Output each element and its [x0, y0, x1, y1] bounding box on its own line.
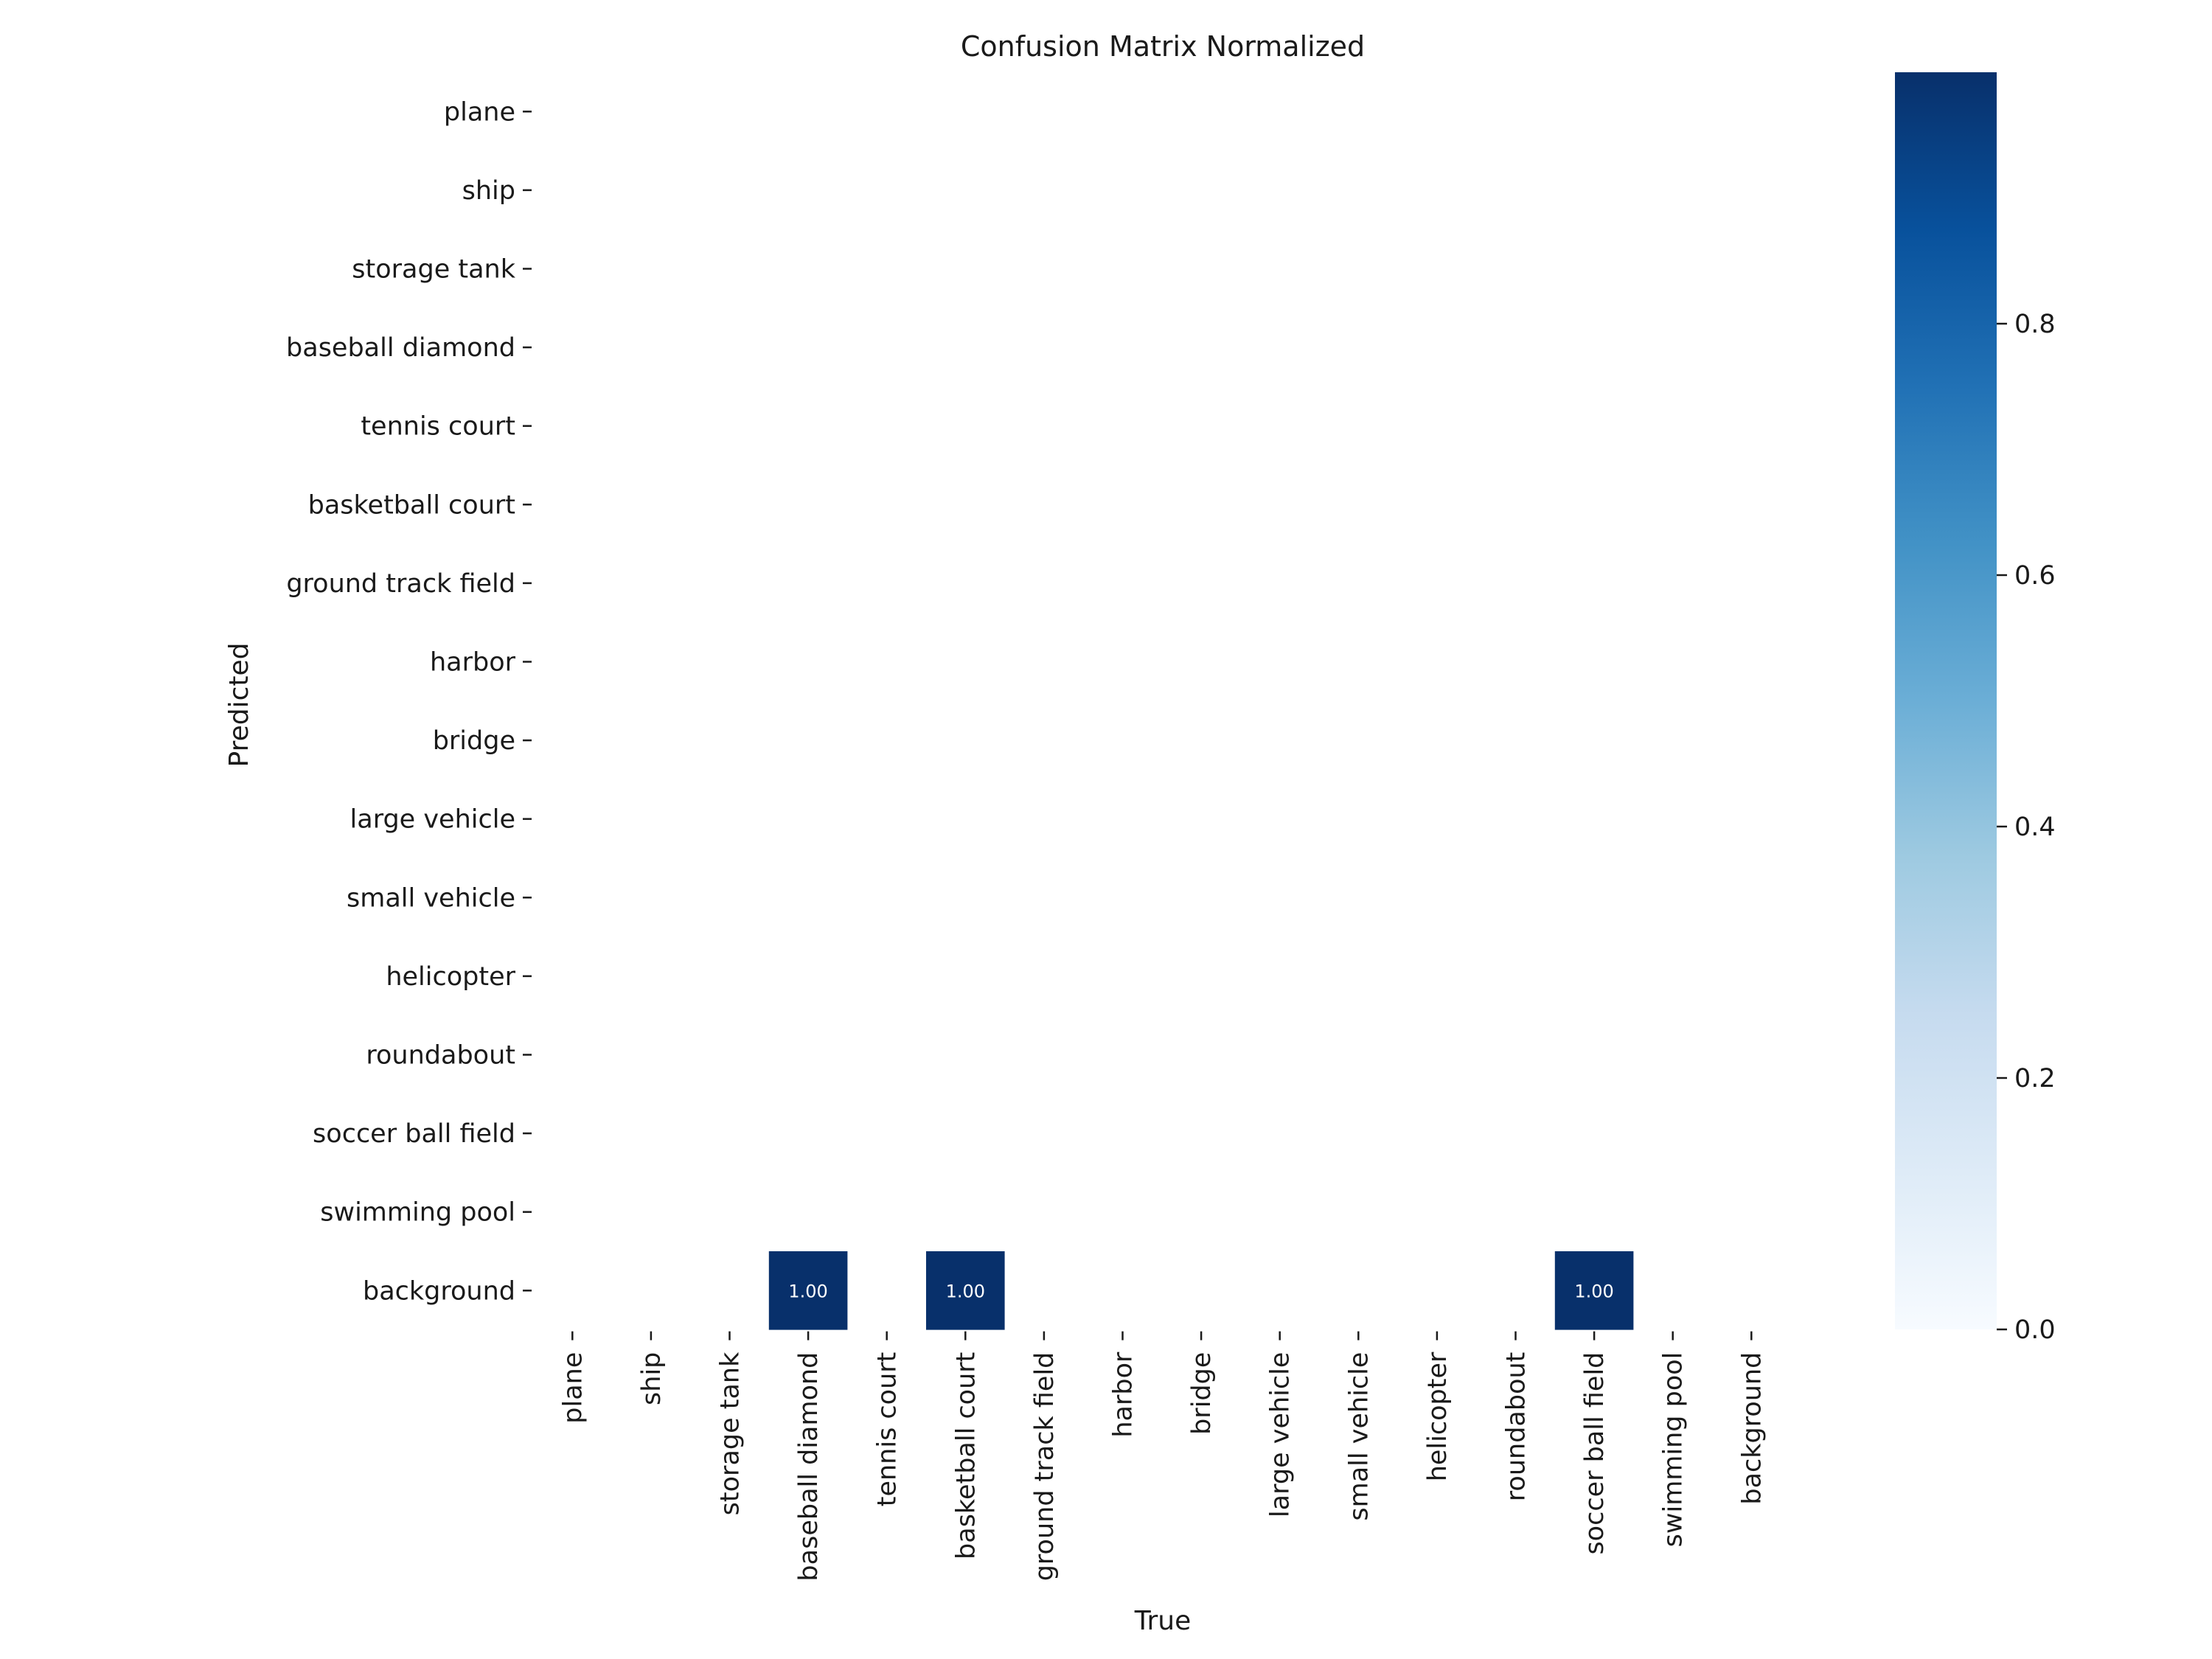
- x-tick-label-baseball-diamond: baseball diamond: [794, 1352, 824, 1582]
- cell-value-label: 1.00: [945, 1281, 986, 1302]
- y-tick-label-bridge: bridge: [432, 726, 515, 757]
- y-axis-ticks: [286, 97, 532, 1306]
- y-tick-label-harbor: harbor: [429, 647, 515, 678]
- x-tick-label-tennis-court: tennis court: [872, 1352, 902, 1507]
- colorbar-tick-label: 0.0: [2014, 1315, 2056, 1345]
- colorbar: [1895, 72, 1997, 1329]
- y-axis-label: Predicted: [224, 642, 254, 768]
- x-tick-label-large-vehicle: large vehicle: [1265, 1352, 1295, 1518]
- y-tick-label-helicopter: helicopter: [386, 961, 515, 992]
- x-tick-label-roundabout: roundabout: [1501, 1352, 1531, 1502]
- x-tick-label-swimming-pool: swimming pool: [1658, 1352, 1688, 1548]
- y-tick-label-soccer-ball-field: soccer ball field: [313, 1119, 515, 1150]
- y-tick-label-ship: ship: [462, 175, 515, 206]
- y-tick-label-background: background: [362, 1276, 515, 1307]
- x-tick-label-small-vehicle: small vehicle: [1344, 1352, 1374, 1521]
- colorbar-tick-label: 0.8: [2014, 310, 2056, 339]
- cell-value-label: 1.00: [788, 1281, 828, 1302]
- y-tick-label-tennis-court: tennis court: [361, 411, 515, 442]
- colorbar-tick-label: 0.6: [2014, 561, 2056, 591]
- x-tick-label-storage-tank: storage tank: [715, 1352, 745, 1516]
- y-tick-label-plane: plane: [443, 97, 515, 128]
- cell-value-label: 1.00: [1574, 1281, 1614, 1302]
- y-tick-label-small-vehicle: small vehicle: [346, 883, 515, 914]
- y-tick-label-ground-track-field: ground track field: [286, 568, 515, 599]
- x-tick-label-ship: ship: [636, 1352, 667, 1405]
- x-tick-label-basketball-court: basketball court: [951, 1352, 981, 1559]
- y-tick-label-basketball-court: basketball court: [307, 490, 515, 521]
- chart-title: Confusion Matrix Normalized: [960, 30, 1366, 63]
- y-tick-label-large-vehicle: large vehicle: [349, 804, 515, 835]
- y-tick-label-storage-tank: storage tank: [352, 254, 515, 285]
- x-tick-label-plane: plane: [558, 1352, 588, 1424]
- x-axis-label: True: [1134, 1606, 1192, 1636]
- colorbar-tick-label: 0.4: [2014, 813, 2056, 842]
- x-axis-ticks: [558, 1332, 1767, 1582]
- x-tick-label-harbor: harbor: [1108, 1352, 1138, 1438]
- y-tick-label-swimming-pool: swimming pool: [320, 1197, 515, 1228]
- x-tick-label-background: background: [1737, 1352, 1767, 1505]
- x-tick-label-soccer-ball-field: soccer ball field: [1580, 1352, 1610, 1555]
- heatmap-cells: [769, 1251, 1634, 1330]
- x-tick-label-bridge: bridge: [1187, 1352, 1217, 1435]
- colorbar-tick-label: 0.2: [2014, 1064, 2056, 1093]
- x-tick-label-helicopter: helicopter: [1422, 1352, 1453, 1482]
- colorbar-ticks: [1997, 310, 2056, 1345]
- x-tick-label-ground-track-field: ground track field: [1029, 1352, 1060, 1582]
- y-tick-label-roundabout: roundabout: [366, 1040, 515, 1071]
- y-tick-label-baseball-diamond: baseball diamond: [286, 333, 515, 364]
